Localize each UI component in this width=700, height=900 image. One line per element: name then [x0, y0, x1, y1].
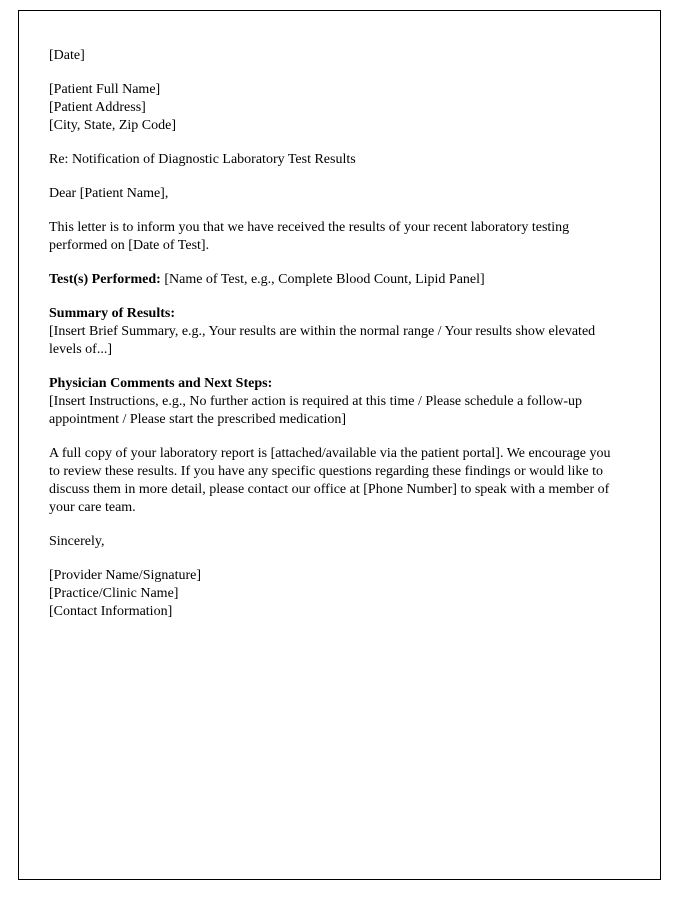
date-line: [Date]	[49, 48, 85, 63]
patient-name-line: [Patient Full Name]	[49, 82, 161, 97]
intro-paragraph: This letter is to inform you that we have received the results of your recent laboratory testing performed on [Date of Test].	[49, 220, 570, 253]
letter-document	[18, 10, 661, 880]
signature-block	[49, 567, 621, 621]
comments-heading: Physician Comments and Next Steps:	[49, 376, 273, 391]
tests-performed-value: [Name of Test, e.g., Complete Blood Count, Lipid Panel]	[164, 272, 485, 287]
signoff: Sincerely,	[49, 534, 105, 549]
subject-line: Re: Notification of Diagnostic Laboratory Test Results	[49, 152, 356, 167]
summary-body: [Insert Brief Summary, e.g., Your results are within the normal range / Your results show elevated levels of...]	[49, 324, 596, 357]
patient-address-line: [Patient Address]	[49, 100, 146, 115]
closing-paragraph: A full copy of your laboratory report is [attached/available via the patient portal]. We encourage you to review these results. If you have any specific questions regarding these findings or would like to discuss them in more detail, please contact our office at [Phone Number] to speak with a member of your care team.	[49, 446, 611, 515]
contact-information-line: [Contact Information]	[49, 604, 173, 619]
summary-heading: Summary of Results:	[49, 306, 175, 321]
comments-body: [Insert Instructions, e.g., No further action is required at this time / Please schedule a follow-up appointment / Please start the prescribed medication]	[49, 394, 583, 427]
recipient-address-block	[49, 81, 621, 135]
practice-name-line: [Practice/Clinic Name]	[49, 586, 179, 601]
provider-name-line: [Provider Name/Signature]	[49, 568, 202, 583]
tests-performed-line	[49, 271, 621, 289]
patient-city-state-zip-line: [City, State, Zip Code]	[49, 118, 177, 133]
salutation: Dear [Patient Name],	[49, 186, 169, 201]
comments-section	[49, 375, 621, 429]
tests-performed-label: Test(s) Performed:	[49, 272, 161, 287]
summary-section	[49, 305, 621, 359]
